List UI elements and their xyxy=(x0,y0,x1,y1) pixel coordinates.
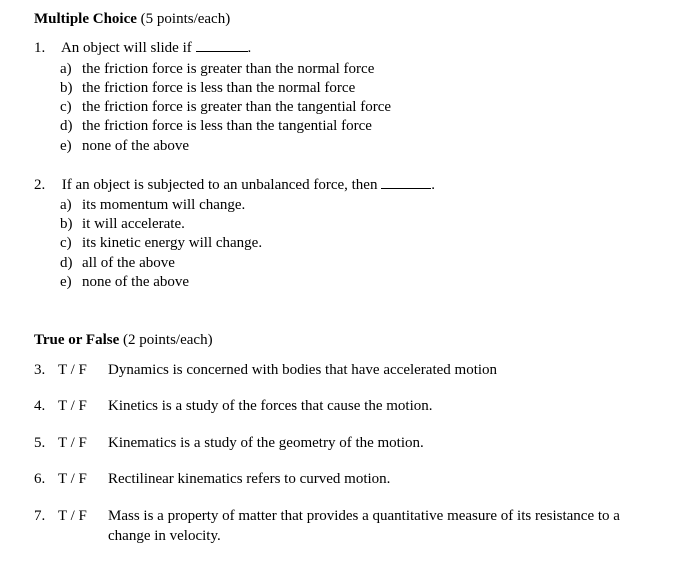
item-text: Kinematics is a study of the geometry of the motion. xyxy=(108,435,424,451)
item-text: Rectilinear kinematics refers to curved motion. xyxy=(108,471,391,487)
option-letter: d) xyxy=(60,118,73,134)
tf-points-label: (2 points/each) xyxy=(123,332,213,348)
option-text: the friction force is less than the normal force xyxy=(82,80,356,96)
question-end: . xyxy=(247,40,252,56)
q2-option-d xyxy=(60,254,175,272)
option-letter: c) xyxy=(60,235,72,251)
option-text: its momentum will change. xyxy=(82,197,246,213)
item-number: 7. xyxy=(34,508,46,524)
option-letter: e) xyxy=(60,138,72,154)
tf-item-3 xyxy=(34,361,497,379)
true-false-choice[interactable]: T / F xyxy=(58,362,87,378)
q1-option-b xyxy=(60,79,355,97)
option-letter: e) xyxy=(60,274,72,290)
question-text: An object will slide if xyxy=(60,40,192,56)
question-text: If an object is subjected to an unbalanced force, then xyxy=(61,177,378,193)
true-false-choice[interactable]: T / F xyxy=(58,508,87,524)
option-text: none of the above xyxy=(82,274,190,290)
item-text: Dynamics is concerned with bodies that have accelerated motion xyxy=(108,362,498,378)
answer-blank[interactable] xyxy=(381,176,431,189)
option-letter: b) xyxy=(60,216,73,232)
q2-option-b xyxy=(60,215,185,233)
option-text: the friction force is greater than the tangential force xyxy=(82,99,392,115)
tf-item-5 xyxy=(34,434,424,452)
true-false-choice[interactable]: T / F xyxy=(58,398,87,414)
true-false-choice[interactable]: T / F xyxy=(58,471,87,487)
item-text-continued: change in velocity. xyxy=(108,528,221,544)
item-number: 3. xyxy=(34,362,46,378)
item-number: 4. xyxy=(34,398,46,414)
tf-item-4 xyxy=(34,397,433,415)
option-letter: d) xyxy=(60,255,73,271)
option-letter: c) xyxy=(60,99,72,115)
tf-section-heading xyxy=(34,331,213,349)
item-number: 6. xyxy=(34,471,46,487)
option-text: none of the above xyxy=(82,138,190,154)
q1-option-a xyxy=(60,60,374,78)
q1-option-d xyxy=(60,117,372,135)
question-number: 2. xyxy=(34,177,46,193)
mc-heading-label: Multiple Choice xyxy=(34,11,137,27)
option-text: it will accelerate. xyxy=(82,216,185,232)
item-text: Kinetics is a study of the forces that cause the motion. xyxy=(108,398,433,414)
question-2-stem xyxy=(34,176,435,194)
true-false-choice[interactable]: T / F xyxy=(58,435,87,451)
mc-points-label: (5 points/each) xyxy=(140,11,231,27)
tf-heading-label: True or False xyxy=(34,332,120,348)
tf-item-7 xyxy=(34,507,620,525)
q1-option-c xyxy=(60,98,391,116)
question-end: . xyxy=(431,177,435,193)
q1-option-e xyxy=(60,137,189,155)
q2-option-a xyxy=(60,196,245,214)
mc-section-heading xyxy=(34,10,230,28)
option-letter: b) xyxy=(60,80,73,96)
option-text: the friction force is less than the tangential force xyxy=(82,118,372,134)
option-letter: a) xyxy=(60,197,72,213)
question-1-stem xyxy=(34,39,251,57)
option-letter: a) xyxy=(60,61,72,77)
option-text: the friction force is greater than the normal force xyxy=(82,61,375,77)
question-number: 1. xyxy=(34,40,46,56)
option-text: its kinetic energy will change. xyxy=(82,235,263,251)
option-text: all of the above xyxy=(82,255,175,271)
tf-item-7-continuation xyxy=(108,527,221,545)
q2-option-c xyxy=(60,234,262,252)
tf-item-6 xyxy=(34,470,390,488)
q2-option-e xyxy=(60,273,189,291)
answer-blank[interactable] xyxy=(196,39,248,52)
item-text: Mass is a property of matter that provides a quantitative measure of its resistance to a xyxy=(108,508,620,524)
item-number: 5. xyxy=(34,435,46,451)
